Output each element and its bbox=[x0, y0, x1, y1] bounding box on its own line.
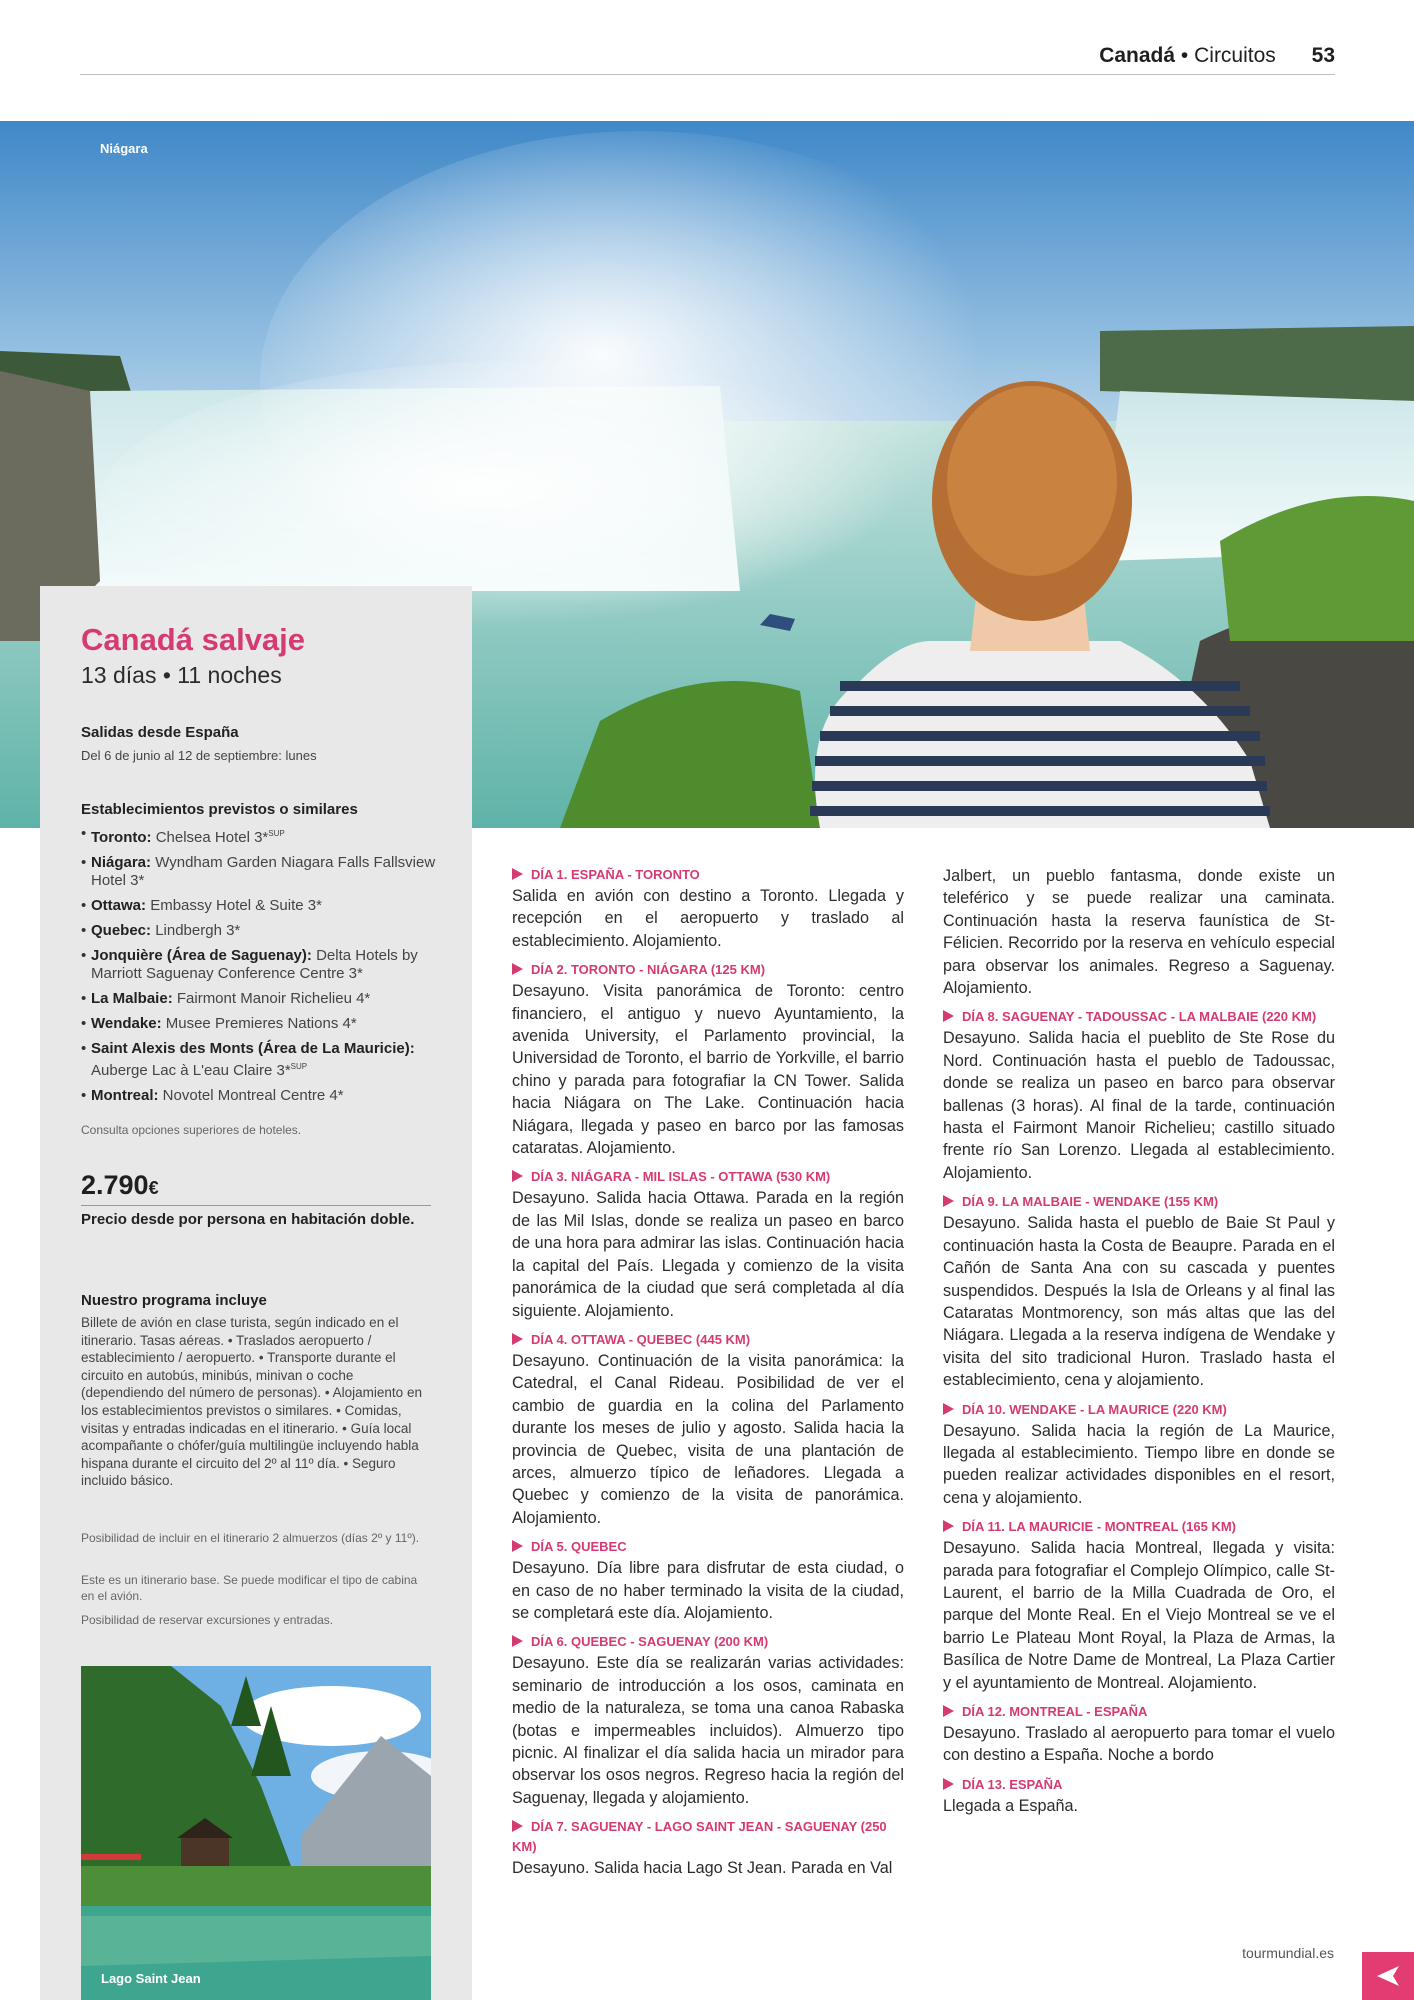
pink-arrow-bullet-icon bbox=[512, 1635, 523, 1647]
day-text: Desayuno. Salida hacia Ottawa. Parada en la región de las Mil Islas, donde se realiza un paseo en barco de una hora para admirar las islas. Continuación hacia la capital del País. Llegada y comienzo de la visita panorámica de la ciudad que será completada al día siguiente. Alojamiento. bbox=[512, 1189, 904, 1320]
hotels-list bbox=[81, 825, 441, 1112]
day-text: Desayuno. Visita panorámica de Toronto: centro financiero, el antiguo y nuevo Ayuntamiento, la avenida University, el Parlamento provincial, la Universidad de Toronto, el barrio de Yorkville, el barrio chino y parada para fotografiar la CN Tower. Salida hacia Niágara on The Lake. Continuación hacia Niágara, llegada y paseo en barco por las famosas cataratas. Alojamiento. bbox=[512, 982, 904, 1158]
itinerary-column-1 bbox=[512, 865, 904, 1888]
day-text: Desayuno. Salida hacia el pueblito de Ste Rose du Nord. Continuación hasta el pueblo de Tadoussac, donde se realiza un paseo en barco para observar ballenas (3 horas). Al final de la tarde, continuación hasta el Fairmont Manoir Richelieu; castillo situado frente río San Lorenzo. Llegada al establecimiento. Alojamiento. bbox=[943, 1029, 1335, 1182]
itinerary-day bbox=[512, 1817, 904, 1879]
lake-caption: Lago Saint Jean bbox=[101, 1971, 201, 1986]
itinerary-day bbox=[943, 1192, 1335, 1391]
itinerary-column-2 bbox=[943, 865, 1335, 1825]
pink-arrow-bullet-icon bbox=[943, 1778, 954, 1790]
day-title: DÍA 12. MONTREAL - ESPAÑA bbox=[962, 1704, 1148, 1719]
includes-note: Posibilidad de incluir en el itinerario 2 almuerzos (días 2º y 11º). bbox=[81, 1531, 420, 1545]
day-title: DÍA 2. TORONTO - NIÁGARA (125 KM) bbox=[531, 962, 766, 978]
page-header bbox=[80, 44, 1335, 75]
back-arrow-icon bbox=[1375, 1964, 1401, 1988]
day-text: Desayuno. Este día se realizarán varias actividades: seminario de introducción a los osos, caminata en medio de la naturaleza, se toma una canoa Rabaska (botas e impermeables incluidos). Almuerzo tipo picnic. Al finalizar el día salida hacia un mirador para observar los osos negros. Regreso hacia la región del Saguenay, llegada y alojamiento. bbox=[512, 1654, 904, 1807]
includes-heading: Nuestro programa incluye bbox=[81, 1292, 267, 1309]
hotel-item: • Wendake: Musee Premieres Nations 4* bbox=[81, 1015, 441, 1033]
day-title: DÍA 6. QUEBEC - SAGUENAY (200 KM) bbox=[531, 1634, 769, 1650]
pink-arrow-bullet-icon bbox=[943, 1705, 954, 1717]
pink-arrow-bullet-icon bbox=[512, 868, 523, 880]
day-title: DÍA 3. NIÁGARA - MIL ISLAS - OTTAWA (530 KM) bbox=[531, 1169, 831, 1185]
day-title: DÍA 7. SAGUENAY - LAGO SAINT JEAN - SAGUENAY (250 KM) bbox=[512, 1819, 887, 1855]
back-button[interactable] bbox=[1362, 1952, 1414, 2000]
header-breadcrumb bbox=[1099, 44, 1335, 68]
pink-arrow-bullet-icon bbox=[512, 1820, 523, 1832]
hotel-item: • La Malbaie: Fairmont Manoir Richelieu 4* bbox=[81, 990, 441, 1008]
itinerary-day bbox=[943, 1702, 1335, 1767]
itinerary-day bbox=[512, 1330, 904, 1529]
lake-saint-jean-photo bbox=[81, 1666, 431, 2000]
day-text: Desayuno. Salida hacia Montreal, llegada y visita: parada para fotografiar el Complejo Olímpico, calle St-Laurent, el barrio de la Milla Cuadrada de Oro, el parque del Monte Real. En el Viejo Montreal se ve el barrio Le Plateau Mont Royal, la Plaza de Armas, la Basílica de Notre Dame de Montreal, La Plaza Cartier y el ayuntamiento de Montreal. Alojamiento. bbox=[943, 1539, 1335, 1692]
includes-note: Este es un itinerario base. Se puede modificar el tipo de cabina en el avión. bbox=[81, 1573, 418, 1603]
trip-title: Canadá salvaje bbox=[81, 622, 306, 657]
pink-arrow-bullet-icon bbox=[943, 1195, 954, 1207]
hotel-item: • Saint Alexis des Monts (Área de La Mauricie): Auberge Lac à L'eau Claire 3*$^{SUP}$ bbox=[81, 1040, 441, 1080]
itinerary-day-continued bbox=[943, 865, 1335, 999]
pink-arrow-bullet-icon bbox=[943, 1010, 954, 1022]
pink-arrow-bullet-icon bbox=[943, 1520, 954, 1532]
price-description: Precio desde por persona en habitación doble. bbox=[81, 1211, 415, 1228]
header-country: Canadá bbox=[1099, 44, 1176, 67]
day-text: Desayuno. Día libre para disfrutar de esta ciudad, o en caso de no haber terminado la visita de la ciudad, se completará este día. Alojamiento. bbox=[512, 1559, 904, 1622]
day-title: DÍA 8. SAGUENAY - TADOUSSAC - LA MALBAIE (220 KM) bbox=[962, 1009, 1317, 1025]
hotels-note: Consulta opciones superiores de hoteles. bbox=[81, 1123, 302, 1137]
lake-photo bbox=[81, 1666, 431, 2000]
hero-caption: Niágara bbox=[100, 141, 148, 156]
hotel-item: • Montreal: Novotel Montreal Centre 4* bbox=[81, 1087, 441, 1105]
day-title: DÍA 11. LA MAURICIE - MONTREAL (165 KM) bbox=[962, 1519, 1236, 1535]
trip-duration: 13 días • 11 noches bbox=[81, 662, 282, 688]
itinerary-day bbox=[943, 1517, 1335, 1694]
day-text: Llegada a España. bbox=[943, 1796, 1079, 1815]
day-text: Desayuno. Continuación de la visita panorámica: la Catedral, el Canal Rideau. Posibilidad de ver el cambio de guardia en la colina del Parlamento durante los meses de julio y agosto. Salida hacia la provincia de Quebec, visita de una plantación de arces, almuerzo típico de leñadores. Llegada a Quebec y comienzo de la visita de panorámica. Alojamiento. bbox=[512, 1351, 904, 1527]
page-number: 53 bbox=[1311, 44, 1335, 67]
hotel-item: • Jonquière (Área de Saguenay): Delta Hotels by Marriott Saguenay Conference Centre 3* bbox=[81, 947, 441, 983]
pink-arrow-bullet-icon bbox=[512, 1170, 523, 1182]
itinerary-day bbox=[512, 960, 904, 1159]
price: 2.790€ bbox=[81, 1170, 159, 1200]
departures-heading: Salidas desde España bbox=[81, 724, 239, 741]
trip-summary-panel bbox=[40, 586, 472, 2000]
day-title: DÍA 5. QUEBEC bbox=[531, 1539, 627, 1555]
day-text: Salida en avión con destino a Toronto. Llegada y recepción en el aeropuerto y traslado al establecimiento. Alojamiento. bbox=[512, 887, 904, 950]
price-divider bbox=[81, 1205, 431, 1206]
itinerary-day bbox=[943, 1775, 1335, 1817]
header-separator: • bbox=[1180, 44, 1189, 67]
itinerary-day bbox=[512, 1537, 904, 1624]
pink-arrow-bullet-icon bbox=[512, 963, 523, 975]
day-title: DÍA 1. ESPAÑA - TORONTO bbox=[531, 867, 700, 882]
header-section: Circuitos bbox=[1194, 44, 1276, 67]
departures-text: Del 6 de junio al 12 de septiembre: lunes bbox=[81, 748, 317, 763]
hotel-item: • Toronto: Chelsea Hotel 3*$^{SUP}$ bbox=[81, 825, 441, 847]
itinerary-day bbox=[512, 1167, 904, 1321]
pink-arrow-bullet-icon bbox=[512, 1540, 523, 1552]
day-title: DÍA 4. OTTAWA - QUEBEC (445 KM) bbox=[531, 1331, 751, 1347]
itinerary-day bbox=[512, 865, 904, 952]
hotels-heading: Establecimientos previstos o similares bbox=[81, 801, 358, 818]
itinerary-day bbox=[943, 1400, 1335, 1510]
day-text: Desayuno. Traslado al aeropuerto para tomar el vuelo con destino a España. Noche a bordo bbox=[943, 1724, 1335, 1765]
day-title: DÍA 10. WENDAKE - LA MAURICE (220 KM) bbox=[962, 1401, 1227, 1417]
itinerary-day bbox=[512, 1632, 904, 1809]
pink-arrow-bullet-icon bbox=[943, 1403, 954, 1415]
day-title: DÍA 9. LA MALBAIE - WENDAKE (155 KM) bbox=[962, 1194, 1219, 1210]
includes-note: Posibilidad de reservar excursiones y entradas. bbox=[81, 1613, 334, 1627]
hotel-item: • Niágara: Wyndham Garden Niagara Falls Fallsview Hotel 3* bbox=[81, 854, 441, 890]
hotel-item: • Quebec: Lindbergh 3* bbox=[81, 922, 441, 940]
day-text: Jalbert, un pueblo fantasma, donde existe un teleférico y se puede realizar una caminata. Continuación hasta la reserva faunística de St-Félicien. Recorrido por la reserva en vehículo especial para observar los animales. Regreso a Saguenay. Alojamiento. bbox=[943, 867, 1335, 998]
day-text: Desayuno. Salida hasta el pueblo de Baie St Paul y continuación hasta la Costa de Beaupre. Parada en el Cañón de Santa Ana con su cascada y puentes suspendidos. Después la Isla de Orleans y al final las Cataratas Montmorency, son más altas que las del Niágara. Llegada a la reserva indígena de Wendake y visita del sito tradicional Huron. Traslado hasta el establecimiento, cena y alojamiento. bbox=[943, 1214, 1335, 1390]
footer-url[interactable]: tourmundial.es bbox=[1242, 1945, 1334, 1961]
day-title: DÍA 13. ESPAÑA bbox=[962, 1776, 1063, 1792]
pink-arrow-bullet-icon bbox=[512, 1333, 523, 1345]
includes-text: Billete de avión en clase turista, según indicado en el itinerario. Tasas aéreas. • Traslados aeropuerto / establecimiento / aeropuerto. • Transporte durante el circuito en autobús, minibús, minivan o coche (dependiendo del número de personas). • Alojamiento en los establecimientos previstos o similares. • Comidas, visitas y entradas indicadas en el itinerario. • Guía local acompañante o chófer/guía multilingüe incluyendo habla hispana durante el circuito del 2º al 11º día. • Seguro incluido básico. bbox=[81, 1315, 422, 1489]
itinerary-day bbox=[943, 1007, 1335, 1184]
day-text: Desayuno. Salida hacia Lago St Jean. Parada en Val bbox=[512, 1859, 893, 1878]
day-text: Desayuno. Salida hacia la región de La Maurice, llegada al establecimiento. Tiempo libre en donde se pueden realizar actividades disponibles en el resort, cena y alojamiento. bbox=[943, 1421, 1335, 1507]
hotel-item: • Ottawa: Embassy Hotel & Suite 3* bbox=[81, 897, 441, 915]
